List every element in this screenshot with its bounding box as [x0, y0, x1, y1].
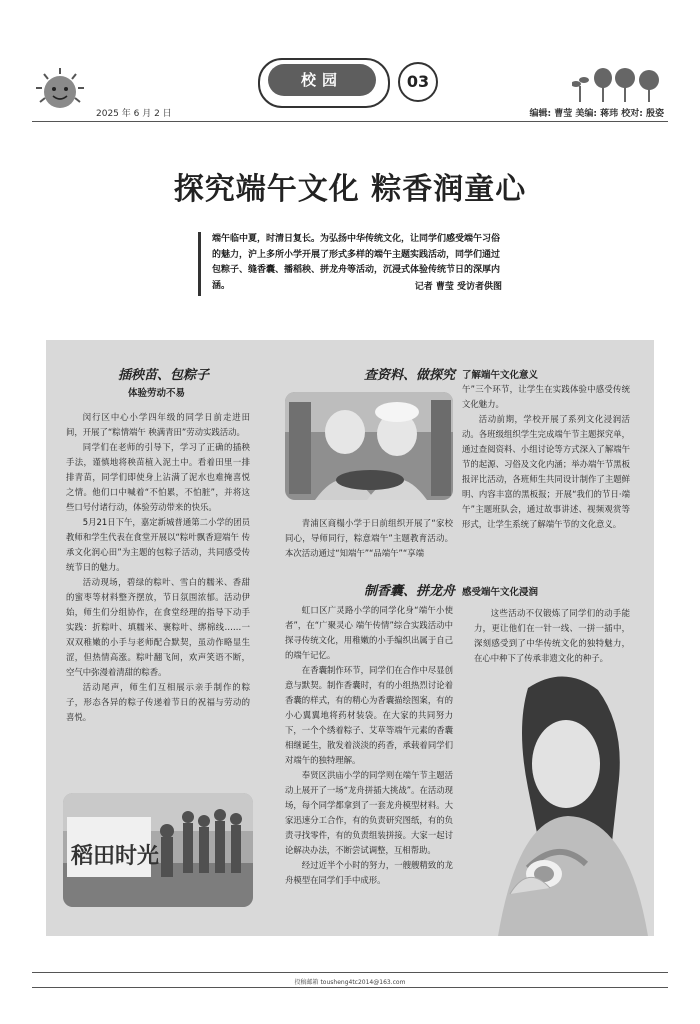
section-title-transplant: 插秧苗、包粽子: [118, 368, 210, 383]
page-headline: 探究端午文化 粽香润童心: [173, 172, 527, 207]
issue-date: 2025 年 6 月 2 日: [96, 109, 172, 119]
section-title-sachet: 制香囊、拼龙舟: [364, 584, 456, 599]
paragraph: 经过近半个小时的努力，一艘艘精致的龙舟模型在同学们手中成形。: [285, 860, 453, 885]
paragraph: 虹口区广灵路小学的同学化身“端午小使者”，在“广聚灵心 端午传情”综合实践活动中探寻传统文化，用稚嫩的小手编织出属于自己的端午记忆。: [285, 605, 453, 660]
paragraph: 闵行区中心小学四年级的同学日前走进田间，开展了“粽情端午 秧满青田”劳动实践活动。: [66, 412, 250, 437]
section-subtitle-meaning: 了解端午文化意义: [462, 370, 539, 381]
rice-field-photo: [63, 793, 253, 907]
byline: 记者 曹莹 受访者供图: [414, 282, 502, 292]
section-subtitle-immersion: 感受端午文化浸润: [462, 587, 539, 598]
paragraph: 奉贤区洪庙小学的同学则在端午节主题活动上展开了一场“龙舟拼插大挑战”。在活动现场，每个同学都拿到了一套龙舟模型材料。大家迅速分工合作，有的负责研究图纸，有的负责寻找零件，有的负责组装拼接。大家一起讨论解决办法，不断尝试调整，互相帮助。: [285, 770, 453, 855]
paragraph: 青浦区商榻小学于日前组织开展了“家校同心，导师同行，粽意端午”主题教育活动。本次活动通过“知端午”“品端午”“享端: [285, 518, 453, 558]
students-zongzi-photo: [285, 392, 453, 500]
paragraph: 这些活动不仅锻炼了同学们的动手能力，更让他们在一针一线、一拼一插中，深刻感受到了中华传统文化的独特魅力，在心中种下了传承非遗文化的种子。: [474, 608, 630, 663]
trees-decoration-icon: [572, 66, 668, 102]
page-number: 03: [398, 62, 438, 102]
paragraph: 在香囊制作环节，同学们在合作中尽显创意与默契。制作香囊时，有的小组热烈讨论着香囊的样式，有的精心为香囊描绘图案，有的小心翼翼地将药材装袋。在大家的共同努力下，一个个绣着粽子、艾草等端午元素的香囊相继诞生，散发着淡淡的药香，承载着同学们对端午的独特理解。: [285, 665, 453, 765]
article-sachet: [285, 603, 453, 888]
paragraph: 同学们在老师的引导下，学习了正确的插秧手法，谨慎地将秧苗植入泥土中。看着田里一排排青苗，同学们即使身上沾满了泥水也难掩喜悦之情。他们口中喊着“不怕累，不怕脏”，并将这些口号付诸行动，体验劳动带来的快乐。: [66, 442, 250, 512]
lead-accent-bar: [198, 232, 201, 296]
section-subtitle-labor: 体验劳动不易: [128, 388, 186, 399]
footer-rule-bottom: [32, 987, 668, 988]
photo-sign: 稻田时光: [71, 843, 160, 869]
paragraph: 活动尾声，师生们互相展示亲手制作的粽子，形态各异的粽子传递着节日的祝福与劳动的喜悦。: [66, 682, 250, 722]
paragraph: 活动前期，学校开展了系列文化浸润活动。各班级组织学生完成端午节主题探究单，通过查阅资料、小组讨论等方式深入了解端午节的起源、习俗及文化内涵；举办端午节黑板报评比活动，各班师生共同设计制作了主题鲜明、内容丰富的黑板报；开展“我们的节日·端午”主题班队会，通过故事讲述、视频观赏等形式，让学生系统了解端午节的文化意义。: [462, 414, 630, 529]
article-immersion: [474, 606, 630, 666]
article-research: [285, 516, 453, 561]
editor-credits: 编辑: 曹莹 美编: 蒋玮 校对: 殷姿: [529, 109, 664, 119]
paragraph: 5月21日下午，嘉定新城普通第二小学的团员教师和学生代表在食堂开展以“粽叶飘香迎端午 传承文化润心田”为主题的包粽子活动，共同感受传统节日的魅力。: [66, 517, 250, 572]
article-meaning: [462, 382, 630, 532]
footer-rule: [32, 972, 668, 973]
sun-mascot-icon: [32, 66, 88, 112]
girl-dragonboat-photo: [458, 668, 654, 936]
footer-contact: 投稿邮箱 tousheng4tc2014@163.com: [294, 979, 406, 986]
section-label: 校园: [268, 64, 376, 96]
lead-paragraph: 端午临中夏，时清日复长。为弘扬中华传统文化，让同学们感受端午习俗的魅力，沪上多所小学开展了形式多样的端午主题实践活动，同学们通过包粽子、缝香囊、播稻秧、拼龙舟等活动，沉浸式体验传统节日的深厚内涵。: [212, 234, 501, 291]
paragraph: 午”三个环节，让学生在实践体验中感受传统文化魅力。: [462, 384, 630, 409]
header-rule: [32, 121, 668, 122]
article-transplant: [66, 410, 250, 725]
section-title-research: 查资料、做探究: [364, 368, 456, 383]
paragraph: 活动现场，碧绿的粽叶、雪白的糯米、香甜的蜜枣等材料整齐摆放，节日氛围浓郁。活动伊始，师生们分组协作，在食堂经理的指导下动手实践：折粽叶、填糯米、裹粽叶、绑棉线……一双双稚嫩的小手与老师配合默契，虽动作略显生涩，但热情高涨。粽叶翻飞间，欢声笑语不断，空气中弥漫着清甜的粽香。: [66, 577, 250, 677]
